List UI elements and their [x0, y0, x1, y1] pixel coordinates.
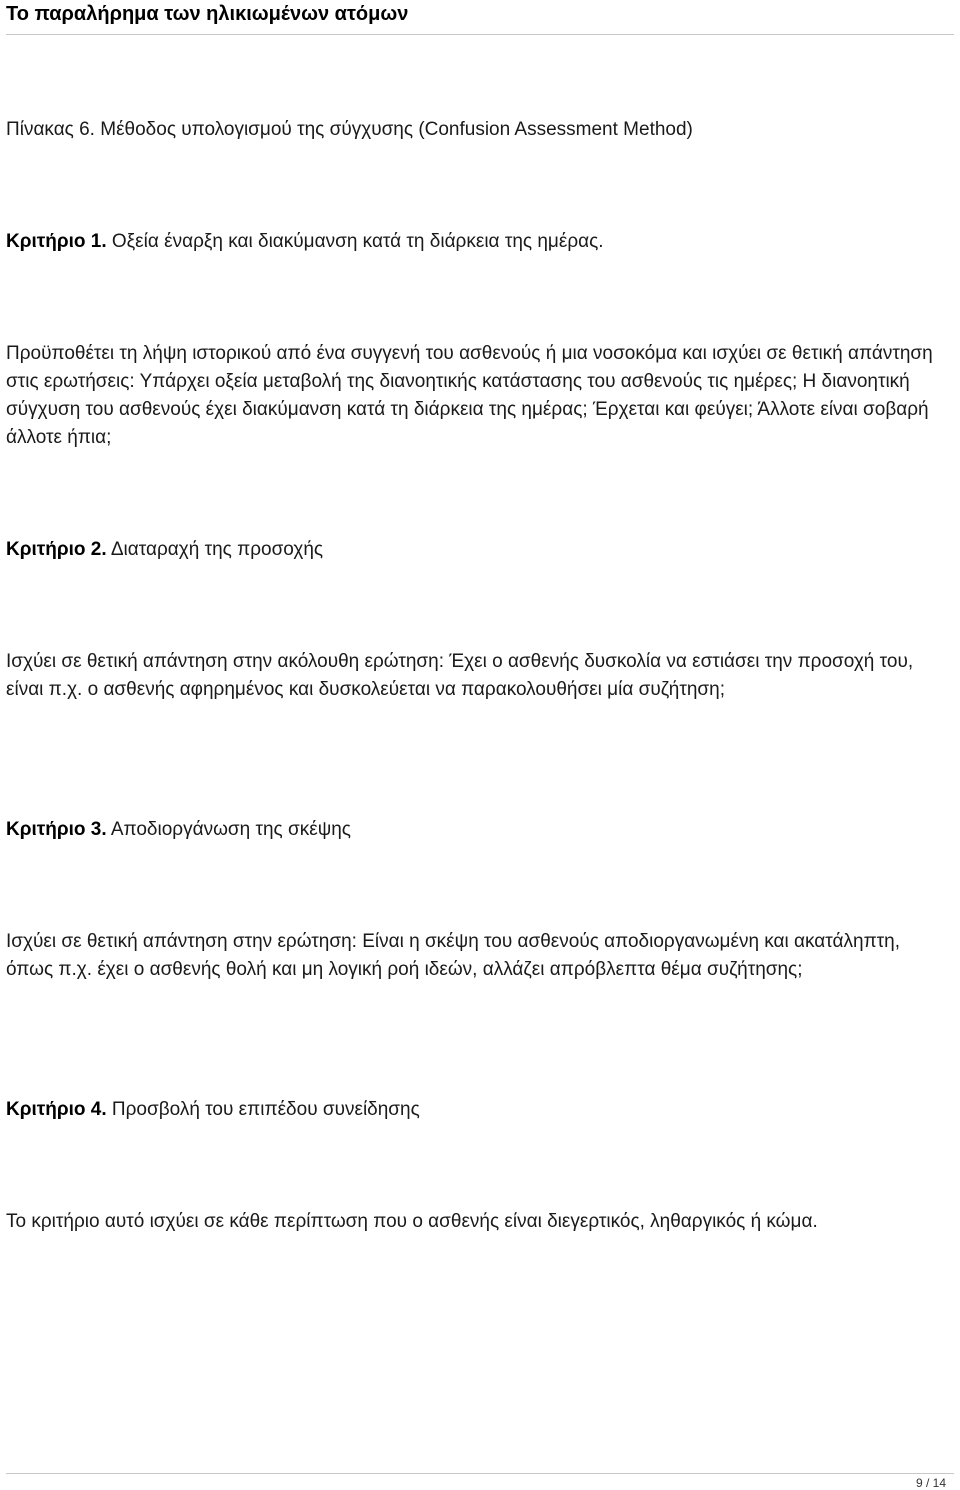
- criterion-3-label: Κριτήριο 3.: [6, 819, 107, 840]
- criterion-2-title: Διαταραχή της προσοχής: [110, 539, 324, 560]
- header-divider: [6, 34, 954, 35]
- page-number: 9 / 14: [915, 1476, 946, 1490]
- criterion-1-heading: [6, 228, 946, 256]
- criterion-3-title: Αποδιοργάνωση της σκέψης: [110, 819, 351, 840]
- footer-divider: [6, 1473, 954, 1474]
- criterion-3-heading: [6, 816, 946, 844]
- criterion-2-description: Ισχύει σε θετική απάντηση στην ακόλουθη ερώτηση: Έχει ο ασθενής δυσκολία να εστιάσει την προσοχή του, είναι π.χ. ο ασθενής αφηρημένος και δυσκολεύεται να παρακολουθήσει μία συζήτηση;: [6, 651, 914, 700]
- criterion-1-label: Κριτήριο 1.: [6, 231, 107, 252]
- criterion-1-title: Οξεία έναρξη και διακύμανση κατά τη διάρκεια της ημέρας.: [111, 231, 604, 252]
- criterion-1-description: Προϋποθέτει τη λήψη ιστορικού από ένα συγγενή του ασθενούς ή μια νοσοκόμα και ισχύει σε θετική απάντηση στις ερωτήσεις: Υπάρχει οξεία μεταβολή της διανοητικής κατάστασης του ασθενούς τις ημέρες; Η διανοητική σύγχυση του ασθενούς έχει διακύμανση κατά τη διάρκεια της ημέρας; Έρχεται και φεύγει; Άλλοτε είναι σοβαρή άλλοτε ήπια;: [6, 343, 933, 448]
- criterion-2-label: Κριτήριο 2.: [6, 539, 107, 560]
- criterion-4-description: Το κριτήριο αυτό ισχύει σε κάθε περίπτωση που ο ασθενής είναι διεγερτικός, ληθαργικός ή κώμα.: [6, 1211, 818, 1232]
- criterion-4-heading: [6, 1096, 946, 1124]
- criterion-2-heading: [6, 536, 946, 564]
- criterion-4-label: Κριτήριο 4.: [6, 1099, 107, 1120]
- criterion-4-title: Προσβολή του επιπέδου συνείδησης: [111, 1099, 420, 1120]
- table-caption: Πίνακας 6. Μέθοδος υπολογισμού της σύγχυσης (Confusion Assessment Method): [6, 119, 693, 140]
- page-title: Το παραλήρημα των ηλικιωμένων ατόμων: [6, 3, 409, 25]
- criterion-3-description: Ισχύει σε θετική απάντηση στην ερώτηση: Είναι η σκέψη του ασθενούς αποδιοργανωμένη και ακατάληπτη, όπως π.χ. έχει ο ασθενής θολή και μη λογική ροή ιδεών, αλλάζει απρόβλεπτα θέμα συζήτησης;: [6, 931, 901, 980]
